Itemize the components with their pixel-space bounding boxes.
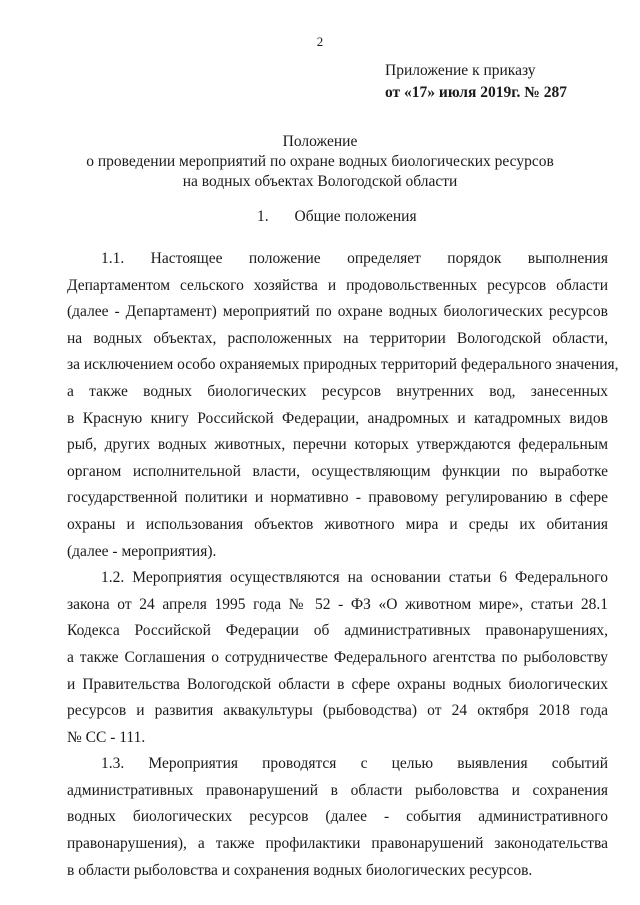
text-line: Кодекса Российской Федерации об административных правонарушениях, bbox=[67, 622, 608, 640]
paragraph-1-1 bbox=[67, 246, 619, 565]
text-line: в Красную книгу Российской Федерации, анадромных и катадромных видов bbox=[67, 409, 608, 427]
text-line: и Правительства Вологодской области в сфере охраны водных биологических bbox=[67, 675, 608, 693]
text-line: (далее - мероприятия). bbox=[67, 542, 217, 560]
text-line: 1.3. Мероприятия проводятся с целью выявления событий bbox=[101, 755, 608, 773]
appendix-header bbox=[385, 60, 567, 104]
text-line: № СС - 111. bbox=[67, 728, 146, 746]
body-text bbox=[67, 246, 619, 884]
text-line: (далее - Департамент) мероприятий по охране водных биологических ресурсов bbox=[67, 303, 608, 321]
text-line: закона от 24 апреля 1995 года № 52 - ФЗ «О животном мире», статьи 28.1 bbox=[67, 595, 608, 613]
paragraph-1-3 bbox=[67, 751, 608, 884]
text-line: ресурсов и развития аквакультуры (рыбоводства) от 24 октября 2018 года bbox=[67, 702, 608, 720]
appendix-line: Приложение к приказу bbox=[385, 62, 536, 79]
text-line: Департаментом сельского хозяйства и продовольственных ресурсов области bbox=[67, 276, 608, 294]
title-line: о проведении мероприятий по охране водных биологических ресурсов bbox=[86, 153, 554, 170]
text-line: 1.1. Настоящее положение определяет порядок выполнения bbox=[101, 250, 608, 267]
page-number: 2 bbox=[316, 34, 324, 49]
text-line: государственной политики и нормативно - правовому регулированию в сфере bbox=[67, 489, 608, 507]
paragraph-1-2 bbox=[67, 565, 608, 751]
text-line: водных биологических ресурсов (далее - события административного bbox=[67, 808, 608, 826]
text-line: 1.2. Мероприятия осуществляются на основании статьи 6 Федерального bbox=[101, 569, 608, 587]
text-line: а также Соглашения о сотрудничестве Федерального агентства по рыболовству bbox=[67, 648, 608, 666]
order-date-number: от «17» июля 2019г. № 287 bbox=[385, 84, 567, 101]
section-title: Общие положения bbox=[294, 208, 417, 225]
text-line: рыб, других водных животных, перечни которых утверждаются федеральным bbox=[67, 436, 608, 454]
document-title bbox=[0, 132, 640, 192]
text-line: за исключением особо охраняемых природных территорий федерального значения, bbox=[67, 356, 619, 374]
text-line: органом исполнительной власти, осуществляющим функции по выработке bbox=[67, 462, 608, 480]
text-line: административных правонарушений в области рыболовства и сохранения bbox=[67, 781, 608, 799]
text-line: охраны и использования объектов животного мира и среды их обитания bbox=[67, 515, 608, 533]
section-heading bbox=[257, 208, 417, 226]
text-line: правонарушения), а также профилактики правонарушений законодательства bbox=[67, 835, 608, 853]
text-line: а также водных биологических ресурсов внутренних вод, занесенных bbox=[67, 382, 608, 400]
section-number: 1. bbox=[257, 208, 269, 225]
text-line: на водных объектах, расположенных на территории Вологодской области, bbox=[67, 329, 608, 347]
title-line: на водных объектах Вологодской области bbox=[182, 173, 458, 190]
text-line: в области рыболовства и сохранения водных биологических ресурсов. bbox=[67, 861, 533, 879]
title-line: Положение bbox=[282, 133, 358, 150]
